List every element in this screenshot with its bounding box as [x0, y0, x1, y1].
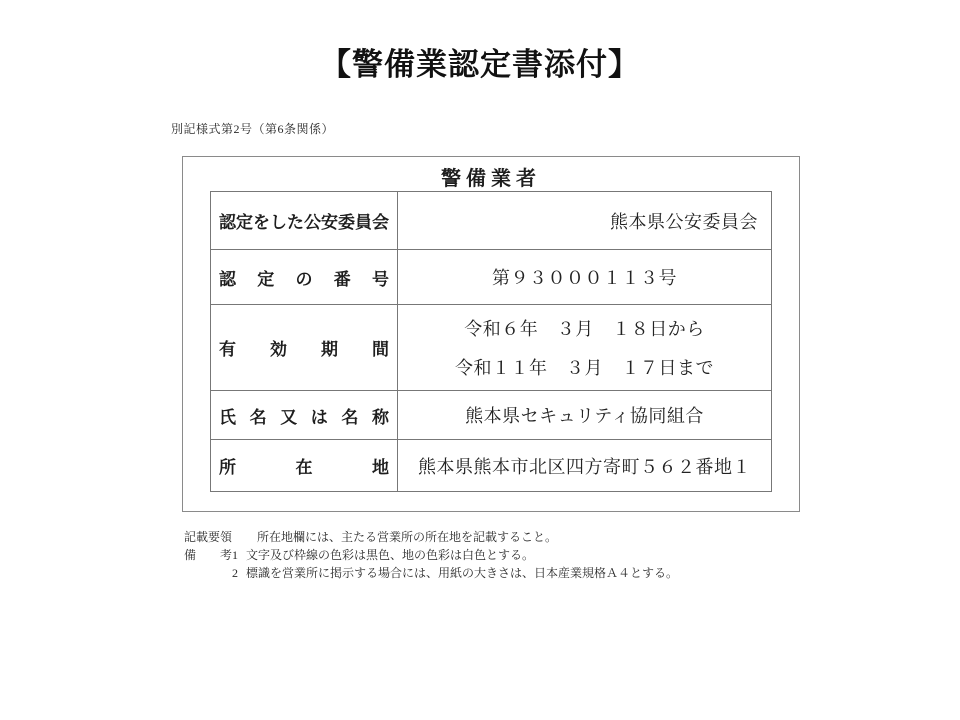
footer-notes	[184, 528, 678, 582]
note-remarks-label: 備 考	[184, 548, 232, 562]
row-value-name: 熊本県セキュリティ協同組合	[465, 406, 704, 426]
note-remark2-line	[184, 564, 678, 582]
table-row-validity	[211, 304, 771, 390]
certificate-heading: 警備業者	[441, 168, 541, 190]
table-row-number	[211, 249, 771, 304]
note-remark2-number: 2	[232, 566, 238, 580]
row-label-name-text: 氏 名 又 は 名 称	[219, 407, 389, 427]
row-value-number: 第９３０００１１３号	[492, 268, 677, 288]
certificate-box	[182, 156, 800, 512]
table-row-authority	[211, 192, 771, 249]
page-title: 【警備業認定書添付】	[320, 47, 640, 82]
row-value-address: 熊本県熊本市北区四方寄町５６２番地１	[418, 456, 751, 477]
row-label-number	[211, 250, 398, 304]
note-remark2-spacer	[184, 564, 232, 582]
note-remark1-line	[184, 546, 678, 564]
row-label-validity	[211, 305, 398, 390]
note-remark1-number: 1	[232, 548, 238, 562]
certificate-table	[210, 191, 772, 492]
row-label-address	[211, 440, 398, 491]
note-instruction-line	[184, 528, 678, 546]
validity-from: 令和６年 ３月 １８日から	[464, 319, 705, 339]
row-label-authority	[211, 192, 398, 249]
row-label-address-text: 所 在 地	[219, 458, 389, 477]
row-value-authority: 熊本県公安委員会	[610, 211, 758, 232]
note-instruction-label: 記載要領	[184, 530, 233, 544]
row-value-validity	[398, 305, 771, 390]
row-label-authority-text: 認 定 を し た 公 安 委 員 会	[219, 213, 389, 232]
validity-to: 令和１１年 ３月 １７日まで	[455, 358, 714, 378]
row-label-name	[211, 391, 398, 439]
row-label-validity-text: 有 効 期 間	[219, 340, 389, 359]
form-number-caption: 別記様式第2号（第6条関係）	[171, 122, 335, 136]
table-row-address	[211, 439, 771, 491]
note-instruction-text: 所在地欄には、主たる営業所の所在地を記載すること。	[257, 530, 558, 544]
note-remark2-text: 標識を営業所に掲示する場合には、用紙の大きさは、日本産業規格Ａ４とする。	[246, 566, 679, 580]
row-label-number-text: 認 定 の 番 号	[219, 269, 389, 289]
note-remark1-text: 文字及び枠線の色彩は黒色、地の色彩は白色とする。	[246, 548, 535, 562]
table-row-name	[211, 390, 771, 439]
